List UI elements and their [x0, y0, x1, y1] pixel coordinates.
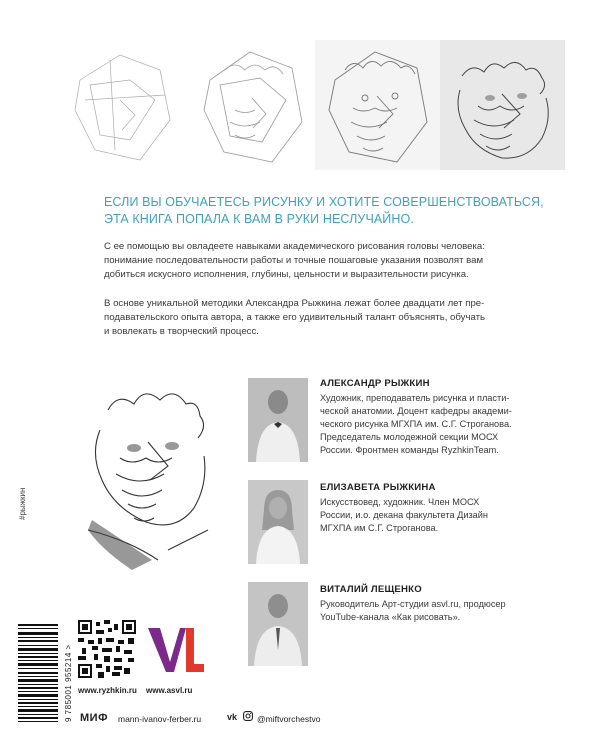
author-desc-3 — [320, 598, 506, 624]
headline-line-2: ЭТА КНИГА ПОПАЛА К ВАМ В РУКИ НЕСЛУЧАЙНО. — [104, 212, 414, 226]
author-desc-2 — [320, 496, 488, 535]
paragraph-1-line: добиться искусного исполнения, глубины, цельности и выразительности рисунка. — [104, 269, 469, 280]
author-desc-line: YouTube-канала «Как рисовать». — [320, 612, 461, 622]
paragraph-1 — [104, 240, 524, 282]
author-desc-line: Председатель молодежной секции МОСХ — [320, 432, 499, 442]
barcode — [16, 622, 60, 724]
url-asvl[interactable]: www.asvl.ru — [146, 686, 193, 695]
laocoon-sketch — [78, 380, 220, 570]
url-ryzhkin[interactable]: www.ryzhkin.ru — [78, 686, 137, 695]
hashtag: #рыжкин — [18, 487, 27, 520]
paragraph-1-line: С ее помощью вы овладеете навыками академического рисования головы человека: — [104, 241, 485, 252]
author-desc-line: Художник, преподаватель рисунка и пласти- — [320, 393, 510, 403]
author-photo-1 — [248, 378, 308, 462]
sketch-stage-2 — [190, 40, 315, 170]
author-name-1: АЛЕКСАНДР РЫЖКИН — [320, 378, 430, 389]
author-desc-line: Искусствовед, художник. Член МОСХ — [320, 497, 480, 507]
paragraph-1-line: понимание последовательности работы и точные пошаговые указания позволят вам — [104, 255, 484, 266]
sketch-stage-3 — [315, 40, 440, 170]
author-name-2: ЕЛИЗАВЕТА РЫЖКИНА — [320, 482, 436, 493]
sketch-stage-4 — [440, 40, 565, 170]
author-desc-line: ческой анатомии. Доцент кафедры академи- — [320, 406, 512, 416]
vk-icon: vk — [227, 712, 238, 722]
mif-logo: МИФ — [80, 712, 108, 724]
instagram-icon — [243, 711, 253, 721]
social-handle[interactable]: @miftvorchestvo — [257, 714, 321, 724]
publisher-url[interactable]: mann-ivanov-ferber.ru — [118, 714, 202, 724]
author-desc-line: МГХПА им С.Г. Строганова. — [320, 523, 439, 533]
author-desc-line: ческого рисунка МГХПА им. С.Г. Строганова. — [320, 419, 512, 429]
author-desc-line: России, и.о. декана факультета Дизайн — [320, 510, 488, 520]
headline-line-1: ЕСЛИ ВЫ ОБУЧАЕТЕСЬ РИСУНКУ И ХОТИТЕ СОВЕРШЕНСТВОВАТЬСЯ, — [104, 195, 544, 209]
author-name-3: ВИТАЛИЙ ЛЕЩЕНКО — [320, 584, 422, 595]
author-desc-line: Руководитель Арт-студии asvl.ru, продюсер — [320, 599, 506, 609]
sketch-stage-1 — [60, 40, 185, 170]
paragraph-2-line: подавательского опыта автора, а также его удивительный талант объяснять, обучать — [104, 312, 485, 323]
paragraph-2-line: В основе уникальной методики Александра Рыжкина лежат более двадцати лет пре- — [104, 298, 485, 309]
author-photo-3 — [248, 582, 308, 666]
author-desc-1 — [320, 392, 512, 457]
paragraph-2 — [104, 297, 524, 339]
author-desc-line: России. Фронтмен команды RyzhkinTeam. — [320, 445, 499, 455]
paragraph-2-line: и вовлекать в творческий процесс. — [104, 326, 259, 337]
vl-logo — [146, 622, 206, 678]
isbn-number: 9 785001 955214 > — [64, 644, 73, 722]
qr-code — [78, 620, 136, 678]
headline — [104, 194, 544, 228]
author-photo-2 — [248, 480, 308, 564]
